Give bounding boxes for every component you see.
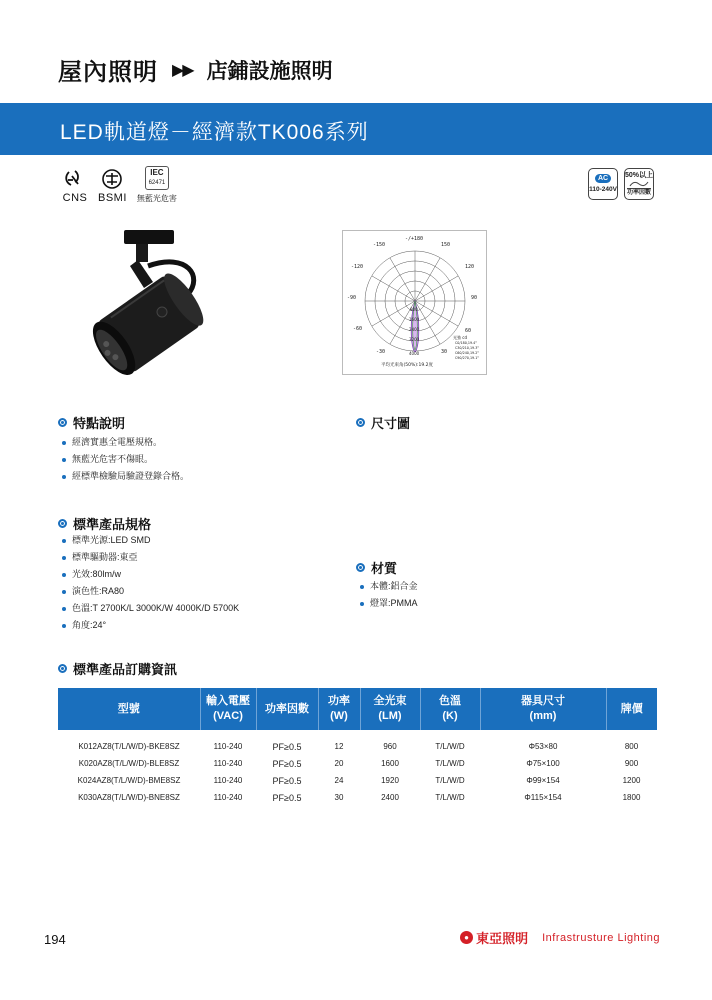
cell-power-factor: PF≥0.5 — [272, 792, 302, 803]
cell-color-temp: T/L/W/D — [435, 742, 465, 751]
cell-color-temp: T/L/W/D — [435, 793, 465, 802]
polar-top-label: -/+180 — [405, 236, 424, 242]
specs-title: 標準產品規格 — [73, 517, 152, 532]
cell-wattage: 20 — [334, 759, 344, 768]
spec-item: 標準光源:LED SMD — [62, 532, 239, 549]
order-heading — [58, 659, 177, 678]
cns-label: CNS — [62, 192, 88, 204]
cell-price: 1800 — [622, 793, 641, 802]
table-row — [58, 772, 657, 789]
spec-item: 光效:80lm/w — [62, 566, 239, 583]
cell-wattage: 30 — [334, 793, 344, 802]
ac-voltage-badge — [588, 168, 618, 200]
section-bullet-icon — [58, 664, 67, 673]
cell-voltage: 110-240 — [213, 793, 243, 802]
dimension-title: 尺寸圖 — [371, 416, 411, 431]
iec-box-top: IEC — [150, 168, 164, 177]
table-row — [58, 738, 657, 755]
cell-lumen: 2400 — [381, 793, 399, 802]
cell-model: K012AZ8(T/L/W/D)-BKE8SZ — [78, 742, 180, 751]
specs-list — [62, 532, 239, 634]
polar-radial-1600: 1600 — [409, 317, 420, 322]
col-price — [606, 688, 657, 730]
polar-left-label-90: -90 — [347, 295, 357, 301]
series-title: LED軌道燈－經濟款TK006系列 — [60, 121, 369, 144]
col-color-temp — [420, 688, 480, 730]
table-row — [58, 755, 657, 772]
category-title: 屋內照明 — [58, 59, 158, 86]
cell-voltage: 110-240 — [213, 742, 243, 751]
polar-radial-800: 800 — [410, 307, 418, 312]
specs-heading — [58, 514, 151, 533]
polar-right-label-30: 30 — [441, 349, 448, 355]
cell-model: K024AZ8(T/L/W/D)-BME8SZ — [77, 776, 181, 785]
polar-radial-4000: 4000 — [409, 351, 420, 356]
features-list — [62, 434, 189, 485]
cell-power-factor: PF≥0.5 — [272, 741, 302, 752]
col-wattage — [318, 688, 360, 730]
cell-model: K030AZ8(T/L/W/D)-BNE8SZ — [78, 793, 180, 802]
spec-item: 角度:24° — [62, 617, 239, 634]
blue-light-safe-label: 無藍光危害 — [136, 194, 177, 203]
pf-badge-top: 50%以上 — [625, 171, 654, 179]
spec-badges — [588, 168, 654, 200]
col-lumen — [360, 688, 420, 730]
series-banner — [0, 103, 712, 155]
bsmi-mark-icon — [99, 168, 125, 190]
cns-mark-icon — [62, 168, 88, 190]
cell-price: 800 — [624, 742, 639, 751]
polar-legend-item-1: C30/210,19.3° — [455, 346, 479, 350]
polar-legend-item-0: C0/180,19.4° — [455, 341, 477, 345]
cell-lumen: 960 — [383, 742, 397, 751]
section-bullet-icon — [356, 418, 365, 427]
cell-voltage: 110-240 — [213, 759, 243, 768]
ac-badge-bottom: 110-240V — [589, 186, 617, 193]
spec-item: 標準驅動器:東亞 — [62, 549, 239, 566]
cell-voltage: 110-240 — [213, 776, 243, 785]
bsmi-label: BSMI — [98, 192, 127, 204]
pf-badge-bottom: 功率因數 — [626, 189, 651, 196]
table-header-row — [58, 688, 657, 730]
ac-badge-top: AC — [595, 174, 611, 183]
polar-right-label-120: 120 — [465, 264, 475, 270]
section-bullet-icon — [356, 563, 365, 572]
polar-right-label-60: 60 — [465, 328, 472, 334]
cell-price: 900 — [624, 759, 639, 768]
polar-right-label-90: 90 — [471, 295, 478, 301]
cell-lumen: 1920 — [381, 776, 399, 785]
iec-box-bottom: 62471 — [148, 180, 166, 186]
material-heading — [356, 558, 397, 577]
light-distribution-chart — [342, 230, 487, 375]
section-bullet-icon — [58, 519, 67, 528]
col-size-label: 器具尺寸 (mm) — [521, 695, 565, 722]
page-heading — [58, 52, 333, 87]
spec-item: 色溫:T 2700K/L 3000K/W 4000K/D 5700K — [62, 600, 239, 617]
cell-lumen: 1600 — [381, 759, 399, 768]
brand-logo — [460, 928, 528, 947]
section-bullet-icon — [58, 418, 67, 427]
cell-wattage: 12 — [334, 742, 344, 751]
col-lumen-label: 全光束 (LM) — [373, 695, 407, 722]
polar-legend-title: 光強 cd — [453, 335, 468, 340]
cell-price: 1200 — [622, 776, 641, 785]
cell-model: K020AZ8(T/L/W/D)-BLE8SZ — [78, 759, 180, 768]
polar-right-label-150: 150 — [441, 242, 451, 248]
col-color-temp-label: 色溫 (K) — [439, 695, 461, 722]
col-power-factor — [256, 688, 318, 730]
feature-item: 經標準檢驗局驗證登錄合格。 — [62, 468, 189, 485]
footer-brand — [460, 928, 660, 947]
feature-item: 無藍光危害不傷眼。 — [62, 451, 189, 468]
table-row — [58, 789, 657, 806]
cns-cert — [62, 168, 88, 204]
double-arrow-icon: ▶▶ — [172, 61, 193, 79]
col-voltage-label: 輸入電壓 (VAC) — [206, 695, 250, 722]
cell-size: Φ115×154 — [524, 793, 562, 802]
cell-wattage: 24 — [334, 776, 344, 785]
polar-left-label-60: -60 — [353, 326, 363, 332]
cell-size: Φ53×80 — [528, 742, 558, 751]
features-title: 特點說明 — [73, 416, 126, 431]
iec-badge-icon — [145, 166, 169, 190]
material-item: 本體:鋁合金 — [360, 578, 418, 595]
certification-marks — [62, 166, 177, 204]
polar-radial-2400: 2400 — [409, 327, 420, 332]
material-list — [360, 578, 418, 612]
cell-color-temp: T/L/W/D — [435, 759, 465, 768]
col-model-label: 型號 — [117, 702, 140, 715]
cell-size: Φ75×100 — [526, 759, 560, 768]
cell-color-temp: T/L/W/D — [435, 776, 465, 785]
order-title: 標準產品訂購資訊 — [73, 662, 178, 677]
cell-power-factor: PF≥0.5 — [272, 758, 302, 769]
polar-caption: 平均光束角(50%):19.2度 — [381, 363, 434, 368]
spec-item: 演色性:RA80 — [62, 583, 239, 600]
dimension-heading — [356, 413, 410, 432]
feature-item: 經濟實惠全電壓規格。 — [62, 434, 189, 451]
power-factor-badge — [624, 168, 654, 200]
brand-name: 東亞照明 — [476, 931, 529, 946]
material-item: 燈罩:PMMA — [360, 595, 418, 612]
polar-radial-3200: 3200 — [409, 337, 420, 342]
polar-legend-item-3: C90/270,19.1° — [455, 356, 479, 360]
polar-left-label-30: -30 — [376, 349, 386, 355]
order-table — [58, 688, 657, 806]
subcategory-title: 店鋪設施照明 — [206, 59, 333, 83]
polar-legend-item-2: C60/240,19.2° — [455, 351, 479, 355]
page-number: 194 — [44, 932, 66, 947]
cell-size: Φ99×154 — [526, 776, 560, 785]
col-voltage — [200, 688, 256, 730]
iec-cert — [137, 166, 177, 204]
col-power-factor-label: 功率因數 — [265, 702, 309, 715]
track-light-product-image — [78, 222, 228, 392]
brand-tagline: Infrastrusture Lighting — [542, 931, 660, 944]
col-size — [480, 688, 606, 730]
features-heading — [58, 413, 125, 432]
cell-power-factor: PF≥0.5 — [272, 775, 302, 786]
polar-left-label-120: -120 — [351, 264, 364, 270]
col-model — [58, 688, 200, 730]
pf-wave-icon — [629, 180, 649, 188]
bsmi-cert — [98, 168, 127, 204]
brand-mark-icon: ● — [460, 931, 473, 944]
material-title: 材質 — [371, 561, 398, 576]
polar-left-label-150: -150 — [373, 242, 386, 248]
col-wattage-label: 功率 (W) — [328, 695, 350, 722]
col-price-label: 牌價 — [620, 702, 643, 715]
